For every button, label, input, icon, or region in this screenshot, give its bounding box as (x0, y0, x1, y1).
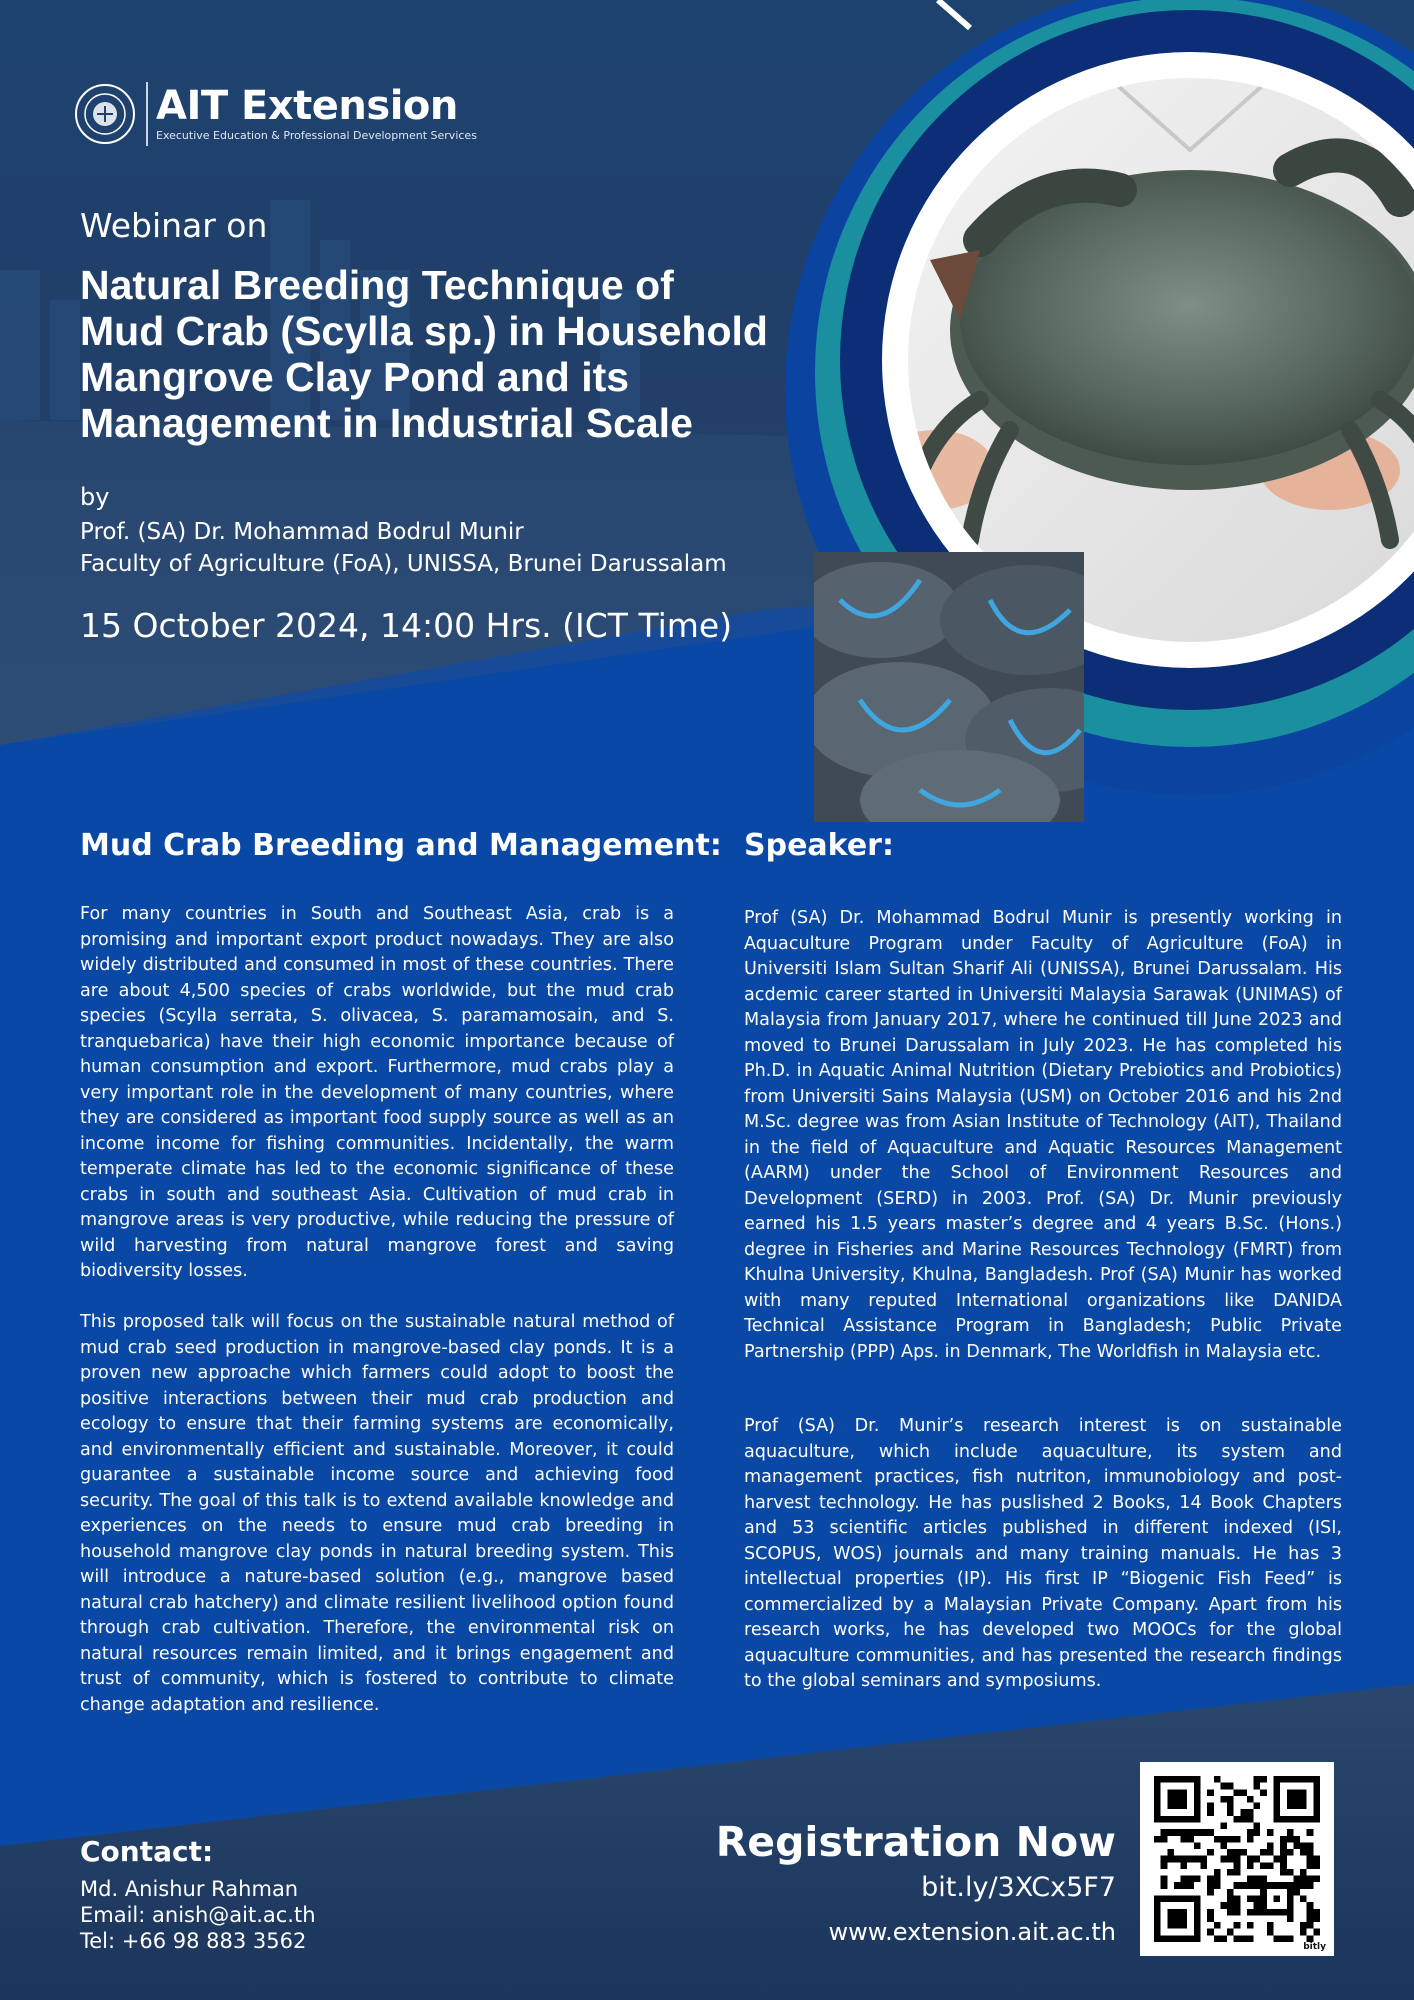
logo-title: AIT Extension (156, 83, 458, 129)
title-line: Management in Industrial Scale (80, 400, 693, 446)
qr-brand-label: bitly (1303, 1942, 1326, 1952)
webinar-intro: Webinar on (80, 206, 268, 245)
contact-tel[interactable]: Tel: +66 98 883 3562 (80, 1929, 307, 1953)
event-title (80, 262, 800, 446)
speaker-paragraph-1: Prof (SA) Dr. Mohammad Bodrul Munir is presently working in Aquaculture Program under Faculty of Agriculture (FoA) in Universiti Islam Sultan Sharif Ali (UNISSA), Brunei Darussalam. His acdemic career started in Universiti Malaysia Sarawak (UNIMAS) of Malaysia from January 2017, where he continued till June 2023 and moved to Brunei Darussalam in July 2023. He has completed his Ph.D. in Aquatic Animal Nutrition (Dietary Prebiotics and Probiotics) from Universiti Sains Malaysia (USM) on October 2016 and his 2nd M.Sc. degree was from Asian Institute of Technology (AIT), Thailand in the field of Aquaculture and Aquatic Resources Management (AARM) under the School of Environment Resources and Development (SERD) in 2003. Prof. (SA) Dr. Munir previously earned his 1.5 years master’s degree and 4 years B.Sc. (Hons.) degree in Fisheries and Marine Resources Technology (FMRT) from Khulna University, Khulna, Bangladesh. Prof (SA) Munir has worked with many reputed International organizations like DANIDA Technical Assistance Program in Bangladesh; Public Private Partnership (PPP) Aps. in Denmark, The Worldfish in Malaysia etc. (744, 908, 1342, 1362)
title-line: Mud Crab (Scylla sp.) in Household (80, 308, 768, 354)
speaker-affiliation: Faculty of Agriculture (FoA), UNISSA, Brunei Darussalam (80, 551, 727, 577)
contact-email[interactable]: Email: anish@ait.ac.th (80, 1903, 316, 1927)
logo-divider (146, 82, 148, 146)
breeding-heading: Mud Crab Breeding and Management: (80, 828, 722, 863)
title-line: Natural Breeding Technique of (80, 262, 674, 308)
contact-name: Md. Anishur Rahman (80, 1877, 299, 1901)
registration-short-link[interactable]: bit.ly/3XCx5F7 (921, 1872, 1116, 1903)
qr-code-icon (1154, 1776, 1320, 1942)
registration-heading: Registration Now (715, 1818, 1116, 1866)
breeding-paragraph-1: For many countries in South and Southeast Asia, crab is a promising and important export product nowadays. They are also widely distributed and consumed in most of these countries. There are about 4,500 species of crabs worldwide, but the mud crab species (Scylla serrata, S. olivacea, S. paramamosain, and S. tranquebarica) have their high economic importance because of human consumption and export. Furthermore, mud crabs play a very important role in the development of many countries, where they are considered as important food supply source as well as an income income for fishing communities. Incidentally, the warm temperate climate has led to the economic significance of these crabs in south and southeast Asia. Cultivation of mud crab in mangrove areas is very productive, while reducing the pressure of wild harvesting from natural mangrove forest and saving biodiversity losses. (80, 904, 674, 1281)
speaker-heading: Speaker: (744, 828, 894, 863)
ait-seal-icon (74, 83, 136, 145)
speaker-name: Prof. (SA) Dr. Mohammad Bodrul Munir (80, 519, 524, 545)
title-line: Mangrove Clay Pond and its (80, 354, 630, 400)
registration-qr-code[interactable] (1140, 1762, 1334, 1956)
contact-heading: Contact: (80, 1835, 214, 1868)
breeding-paragraph-2: This proposed talk will focus on the sustainable natural method of mud crab seed production in mangrove-based clay ponds. It is a proven new approache which farmers could adopt to boost the positive interactions between their mud crab production and ecology to ensure that their farming systems are economically, and environmentally efficient and sustainable. Moreover, it could guarantee a sustainable income source and achieving food security. The goal of this talk is to extend available knowledge and experiences on the needs to ensure mud crab breeding in household mangrove clay ponds in natural breeding system. This will introduce a nature-based solution (e.g., mangrove based natural crab hatchery) and climate resilient livelihood option found through crab cultivation. Therefore, the environmental risk on natural resources remain limited, and it brings engagement and trust of community, which is fostered to contribute to climate change adaptation and resilience. (80, 1312, 674, 1715)
ait-extension-logo (74, 82, 477, 146)
event-datetime: 15 October 2024, 14:00 Hrs. (ICT Time) (80, 606, 733, 645)
by-label: by (80, 483, 110, 511)
logo-subtitle: Executive Education & Professional Development Services (156, 129, 477, 142)
speaker-paragraph-2: Prof (SA) Dr. Munir’s research interest is on sustainable aquaculture, which include aquaculture, its system and management practices, fish nutriton, immunobiology and post-harvest technology. He has puslished 2 Books, 14 Book Chapters and 53 scientific articles published in different indexed (ISI, SCOPUS, WOS) journals and many training manuals. He has 3 intellectual properties (IP). His first IP “Biogenic Fish Feed” is commercialized by a Malaysian Private Company. Apart from his research works, he has developed two MOOCs for the global aquaculture communities, and has presented the research findings to the global seminars and symposiums. (744, 1416, 1342, 1691)
website-link[interactable]: www.extension.ait.ac.th (828, 1918, 1116, 1946)
